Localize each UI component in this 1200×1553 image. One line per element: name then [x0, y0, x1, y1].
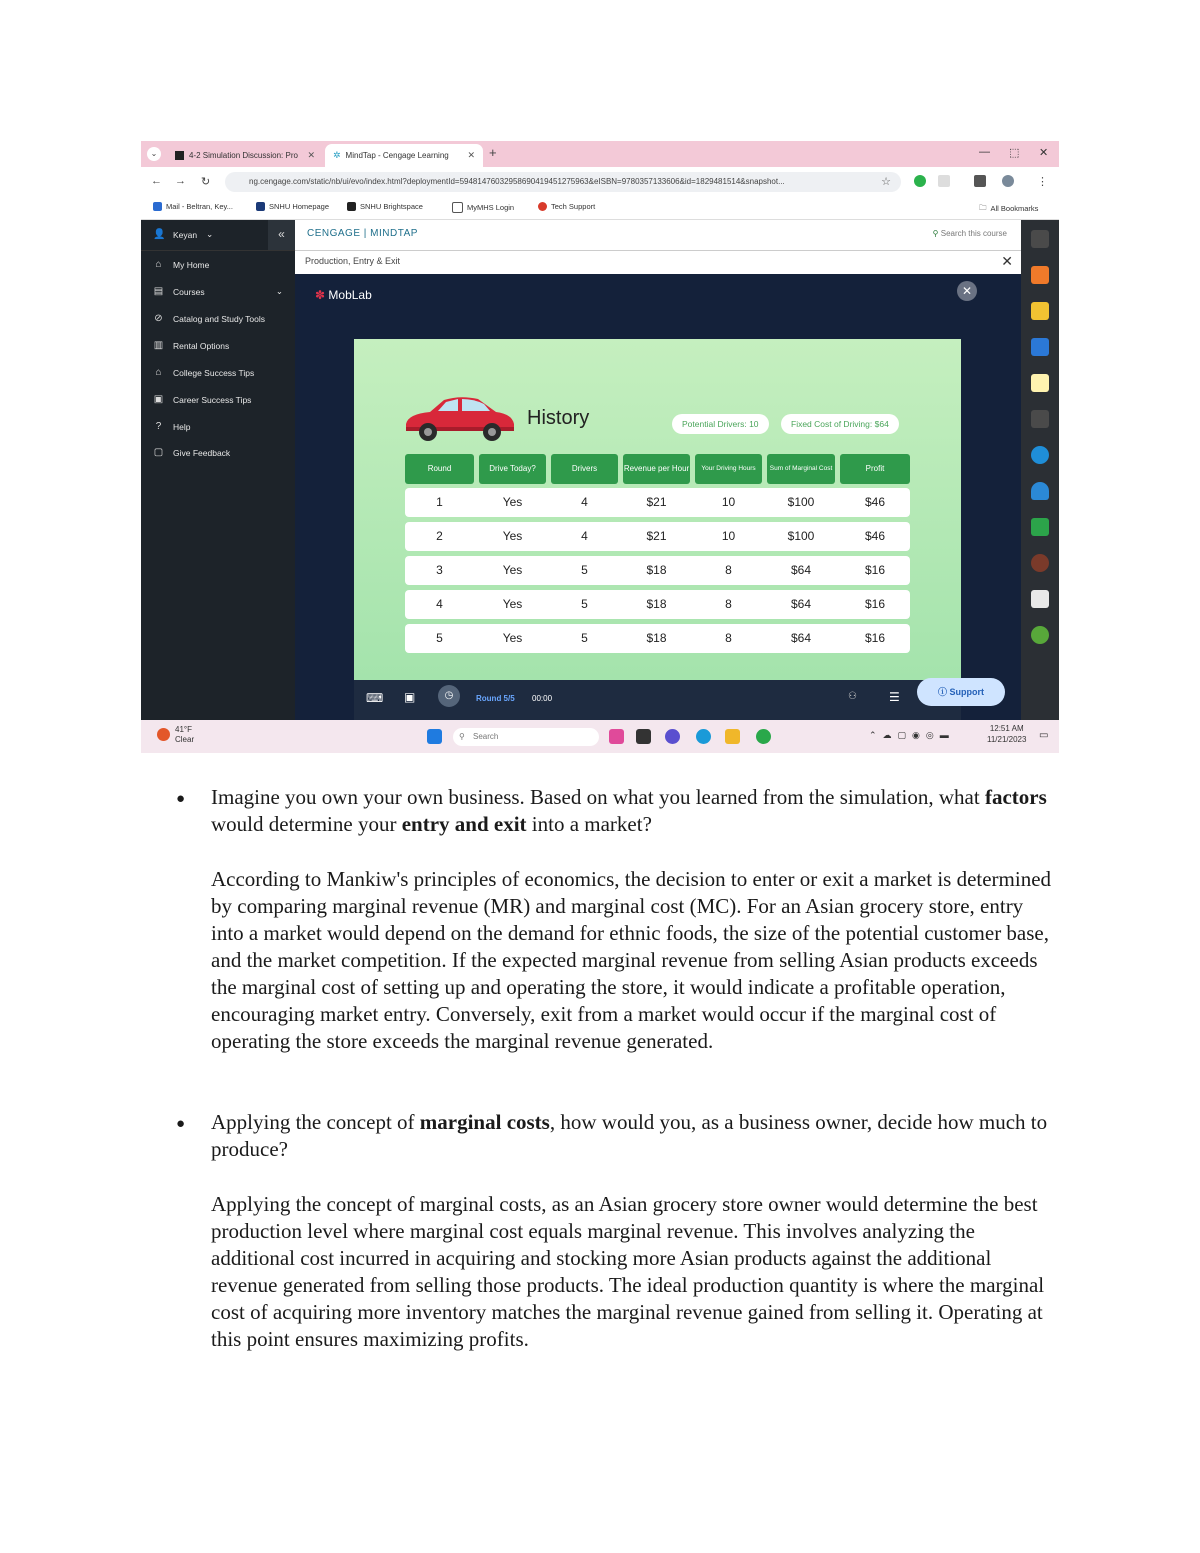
table-cell: $16	[864, 563, 886, 577]
gamepad-icon[interactable]: ⌨	[366, 691, 384, 705]
sidebar-item-rental[interactable]: ▥ Rental Options	[153, 340, 230, 351]
table-cell: 4	[581, 529, 588, 543]
column-header: Drive Today?	[479, 454, 546, 484]
weather-text: Clear	[175, 735, 195, 744]
brightspace-icon	[347, 202, 356, 211]
table-cell: $18	[646, 631, 667, 645]
table-cell: 3	[436, 563, 443, 577]
column-header: Sum of Marginal Cost	[767, 454, 835, 484]
ebook-icon[interactable]	[1031, 338, 1049, 356]
table-cell: 8	[725, 563, 732, 577]
bookmark-item[interactable]: Tech Support	[538, 202, 595, 211]
table-cell: 5	[436, 631, 443, 645]
sidebar	[141, 220, 295, 720]
collapse-sidebar-icon[interactable]: «	[268, 220, 295, 250]
support-icon	[538, 202, 547, 211]
notes-icon[interactable]	[1031, 374, 1049, 392]
chat-icon[interactable]	[665, 729, 680, 744]
clock-date: 11/21/2023	[987, 735, 1027, 744]
table-cell: $18	[646, 563, 667, 577]
tab-label: MindTap - Cengage Learning	[345, 151, 449, 160]
tab-search-icon[interactable]: ⌄	[147, 147, 161, 161]
app-icon[interactable]	[1031, 446, 1049, 464]
table-cell: 5	[581, 631, 588, 645]
table-cell: $18	[646, 597, 667, 611]
bookmark-item[interactable]: SNHU Brightspace	[347, 202, 423, 211]
moblab-logo-icon: ✽	[315, 288, 326, 302]
file-explorer-icon[interactable]	[725, 729, 740, 744]
table-cell: $21	[646, 495, 667, 509]
timer-icon: ◷	[438, 685, 460, 707]
windows-start-icon[interactable]	[427, 729, 442, 744]
table-cell: $16	[864, 597, 886, 611]
cengage-logo: CENGAGE | MINDTAP	[307, 228, 418, 239]
close-tab-icon[interactable]: ✕	[467, 150, 475, 160]
table-cell: 8	[725, 597, 732, 611]
chevron-down-icon: ⌄	[275, 286, 283, 296]
help-circle-icon: ⓘ	[937, 687, 947, 697]
home-icon: ⌂	[155, 259, 162, 270]
table-cell: 1	[436, 495, 443, 509]
shield-icon	[256, 202, 265, 211]
graduation-cap-icon: ⌂	[155, 367, 162, 378]
table-cell: $64	[790, 597, 812, 611]
mindtap-app	[295, 220, 1021, 720]
google-drive-icon[interactable]	[1031, 518, 1049, 536]
book-icon: ▤	[153, 286, 164, 297]
fixed-cost-badge: Fixed Cost of Driving: $64	[781, 414, 899, 434]
folder-icon: 🗀	[979, 203, 987, 212]
browser-tab[interactable]	[167, 144, 323, 167]
table-cell: Yes	[502, 495, 523, 509]
bookmark-item[interactable]: MyMHS Login	[452, 202, 514, 213]
column-header: Drivers	[551, 454, 618, 484]
column-header: Round	[405, 454, 474, 484]
activity-title: Production, Entry & Exit	[305, 256, 401, 266]
table-cell: $64	[790, 631, 812, 645]
history-title: History	[527, 407, 590, 429]
game-toolbar	[354, 680, 985, 720]
sidebar-item-college-tips[interactable]: ⌂ College Success Tips	[153, 367, 254, 378]
players-icon[interactable]: ⚇	[848, 691, 857, 702]
table-cell: 2	[436, 529, 443, 543]
table-cell: 5	[581, 597, 588, 611]
potential-drivers-badge: Potential Drivers: 10	[672, 414, 769, 434]
highlighter-icon[interactable]	[1031, 230, 1049, 248]
answer-1: According to Mankiw's principles of economics, the decision to enter or exit a market is determined by comparing marginal revenue (MR) and marginal cost (MC). For an Asian grocery store, entry into a market would depend on the demand for ethnic foods, the size of the potential customer base, and the market competition. If the expected marginal revenue from selling Asian products exceeds the marginal cost of setting up and operating the store, it would indicate a profitable operation, encouraging market entry. Conversely, exit from a market would occur if the marginal cost of operating the store exceeds the marginal revenue generated.	[211, 867, 1052, 1053]
menu-list-icon[interactable]: ☰	[889, 690, 900, 704]
profile-avatar-icon[interactable]	[1002, 175, 1014, 187]
table-cell: $46	[864, 495, 886, 509]
copilot-icon[interactable]	[609, 729, 624, 744]
search-icon: ⚲	[932, 229, 939, 238]
close-tab-icon[interactable]: ✕	[307, 150, 315, 160]
question-1: Imagine you own your own business. Based on what you learned from the simulation, what factors would determine your entry and exit into a market?	[211, 785, 1047, 836]
table-cell: $100	[787, 529, 815, 543]
table-cell: $46	[864, 529, 886, 543]
page-icon	[452, 202, 463, 213]
help-icon: ?	[155, 421, 162, 432]
sidebar-item-my-home[interactable]: ⌂ My Home	[153, 259, 209, 270]
restore-icon[interactable]: ⬚	[1009, 147, 1020, 159]
browser-tab-active[interactable]	[325, 144, 483, 167]
table-cell: Yes	[502, 631, 523, 645]
bullet-icon: ●	[176, 791, 186, 807]
table-cell: 10	[721, 495, 736, 509]
tab-label: 4-2 Simulation Discussion: Pro	[189, 151, 298, 160]
flashcards-icon[interactable]	[1031, 410, 1049, 428]
progress-icon[interactable]	[1031, 626, 1049, 644]
edge-icon[interactable]	[696, 729, 711, 744]
table-cell: $16	[864, 631, 886, 645]
sidebar-item-catalog[interactable]: ⊘ Catalog and Study Tools	[154, 313, 265, 324]
cloud-icon[interactable]	[1031, 482, 1049, 500]
car-icon	[400, 394, 518, 444]
side-panel-icon[interactable]	[974, 175, 986, 187]
sidebar-item-help[interactable]: ? Help	[153, 421, 190, 432]
readspeaker-icon[interactable]	[1031, 554, 1049, 572]
back-icon[interactable]: ←	[151, 175, 162, 187]
round-timer: 00:00	[532, 694, 553, 703]
url-text: ng.cengage.com/static/nb/ui/evo/index.html?deploymentId=59481476032958690419451275963&eISBN=9780357133606&id=1829481514&snapshot...	[249, 177, 785, 186]
bookmarks-bar	[141, 197, 1059, 220]
notifications-icon[interactable]: ▭	[1039, 730, 1049, 741]
windows-taskbar	[141, 720, 1059, 753]
extensions-puzzle-icon[interactable]	[938, 175, 950, 187]
answer-2: Applying the concept of marginal costs, as an Asian grocery store owner would determine the best production level where marginal cost equals marginal revenue. This involves analyzing the additional cost incurred in acquiring and stocking more Asian products against the additional revenue generated from selling those products. The ideal production quantity is where the marginal cost of acquiring more inventory matches the marginal revenue gained from selling it. Operating at this point ensures maximizing profits.	[211, 1192, 1045, 1351]
close-window-icon[interactable]: ✕	[1039, 147, 1049, 159]
briefcase-icon: ▣	[153, 394, 164, 405]
feedback-icon: ▢	[153, 447, 164, 458]
round-indicator: Round 5/5	[476, 694, 515, 703]
sidebar-item-career-tips[interactable]: ▣ Career Success Tips	[153, 394, 252, 405]
table-cell: 5	[581, 563, 588, 577]
table-cell: 8	[725, 631, 732, 645]
table-cell: $21	[646, 529, 667, 543]
bookmark-item[interactable]: SNHU Homepage	[256, 202, 329, 211]
user-icon: 👤	[153, 229, 166, 240]
moblab-frame	[295, 274, 1021, 720]
table-cell: Yes	[502, 563, 523, 577]
menu-icon[interactable]: ⋮	[1037, 176, 1048, 188]
sidebar-item-feedback[interactable]: ▢ Give Feedback	[153, 447, 231, 458]
history-panel	[354, 339, 961, 680]
embedded-screenshot	[141, 141, 1059, 753]
bookmark-item[interactable]: Mail - Beltran, Key...	[153, 202, 233, 211]
keyboard-icon[interactable]	[1031, 590, 1049, 608]
table-cell: $100	[787, 495, 815, 509]
app-header	[295, 220, 1021, 251]
table-cell: Yes	[502, 597, 523, 611]
forward-icon[interactable]: →	[175, 175, 186, 187]
clock[interactable]	[987, 723, 1026, 745]
task-view-icon[interactable]	[636, 729, 651, 744]
tools-rail	[1021, 220, 1059, 720]
moblab-logo: ✽ MobLab	[315, 288, 372, 302]
calculator-icon[interactable]: ▣	[404, 690, 416, 704]
table-cell: Yes	[502, 529, 523, 543]
address-bar	[141, 167, 1059, 197]
table-cell: $64	[790, 563, 812, 577]
table-cell: 10	[721, 529, 736, 543]
books-icon: ▥	[153, 340, 164, 351]
extension-icon[interactable]	[914, 175, 926, 187]
reload-icon[interactable]: ↻	[201, 176, 211, 188]
table-cell: 4	[581, 495, 588, 509]
clock-time: 12:51 AM	[989, 724, 1024, 733]
bullet-icon: ●	[176, 1116, 186, 1132]
tab-favicon-icon	[175, 151, 184, 160]
column-header: Profit	[840, 454, 910, 484]
user-name: Keyan	[173, 229, 198, 240]
minimize-icon[interactable]: —	[979, 146, 990, 158]
rss-icon[interactable]	[1031, 266, 1049, 284]
compass-icon: ⊘	[154, 313, 163, 324]
taskbar-search[interactable]: ⚲ Search	[453, 728, 599, 746]
bookmark-star-icon[interactable]: ☆	[881, 176, 891, 188]
glossary-az-icon[interactable]	[1031, 302, 1049, 320]
url-input[interactable]	[225, 172, 901, 192]
column-header: Your Driving Hours	[695, 454, 762, 484]
support-button[interactable]: ⓘ Support	[917, 678, 1005, 706]
course-search[interactable]: ⚲ Search this course	[932, 229, 1007, 238]
weather-widget[interactable]	[157, 725, 194, 745]
column-header: Revenue per Hour	[623, 454, 690, 484]
chrome-icon[interactable]	[756, 729, 771, 744]
tray-icons[interactable]: ⌃☁▢◉◎▬	[869, 730, 955, 740]
outlook-icon	[153, 202, 162, 211]
table-cell: 4	[436, 597, 443, 611]
cengage-favicon-icon: ✲	[333, 150, 341, 160]
close-icon[interactable]: ✕	[1001, 253, 1013, 269]
chevron-down-icon: ⌄	[206, 229, 214, 239]
sidebar-item-courses[interactable]: ▤ Courses ⌄	[153, 286, 283, 297]
moblab-close-icon[interactable]: ✕	[957, 281, 977, 301]
search-icon: ⚲	[459, 732, 465, 741]
new-tab-icon[interactable]: +	[489, 145, 497, 160]
weather-icon	[157, 728, 170, 741]
temperature: 41°F	[175, 725, 192, 734]
breadcrumb	[295, 250, 1021, 275]
all-bookmarks[interactable]: 🗀 All Bookmarks	[979, 203, 1039, 213]
browser-tabbar	[141, 141, 1059, 167]
question-2: Applying the concept of marginal costs, how would you, as a business owner, decide how much to produce?	[211, 1110, 1048, 1161]
